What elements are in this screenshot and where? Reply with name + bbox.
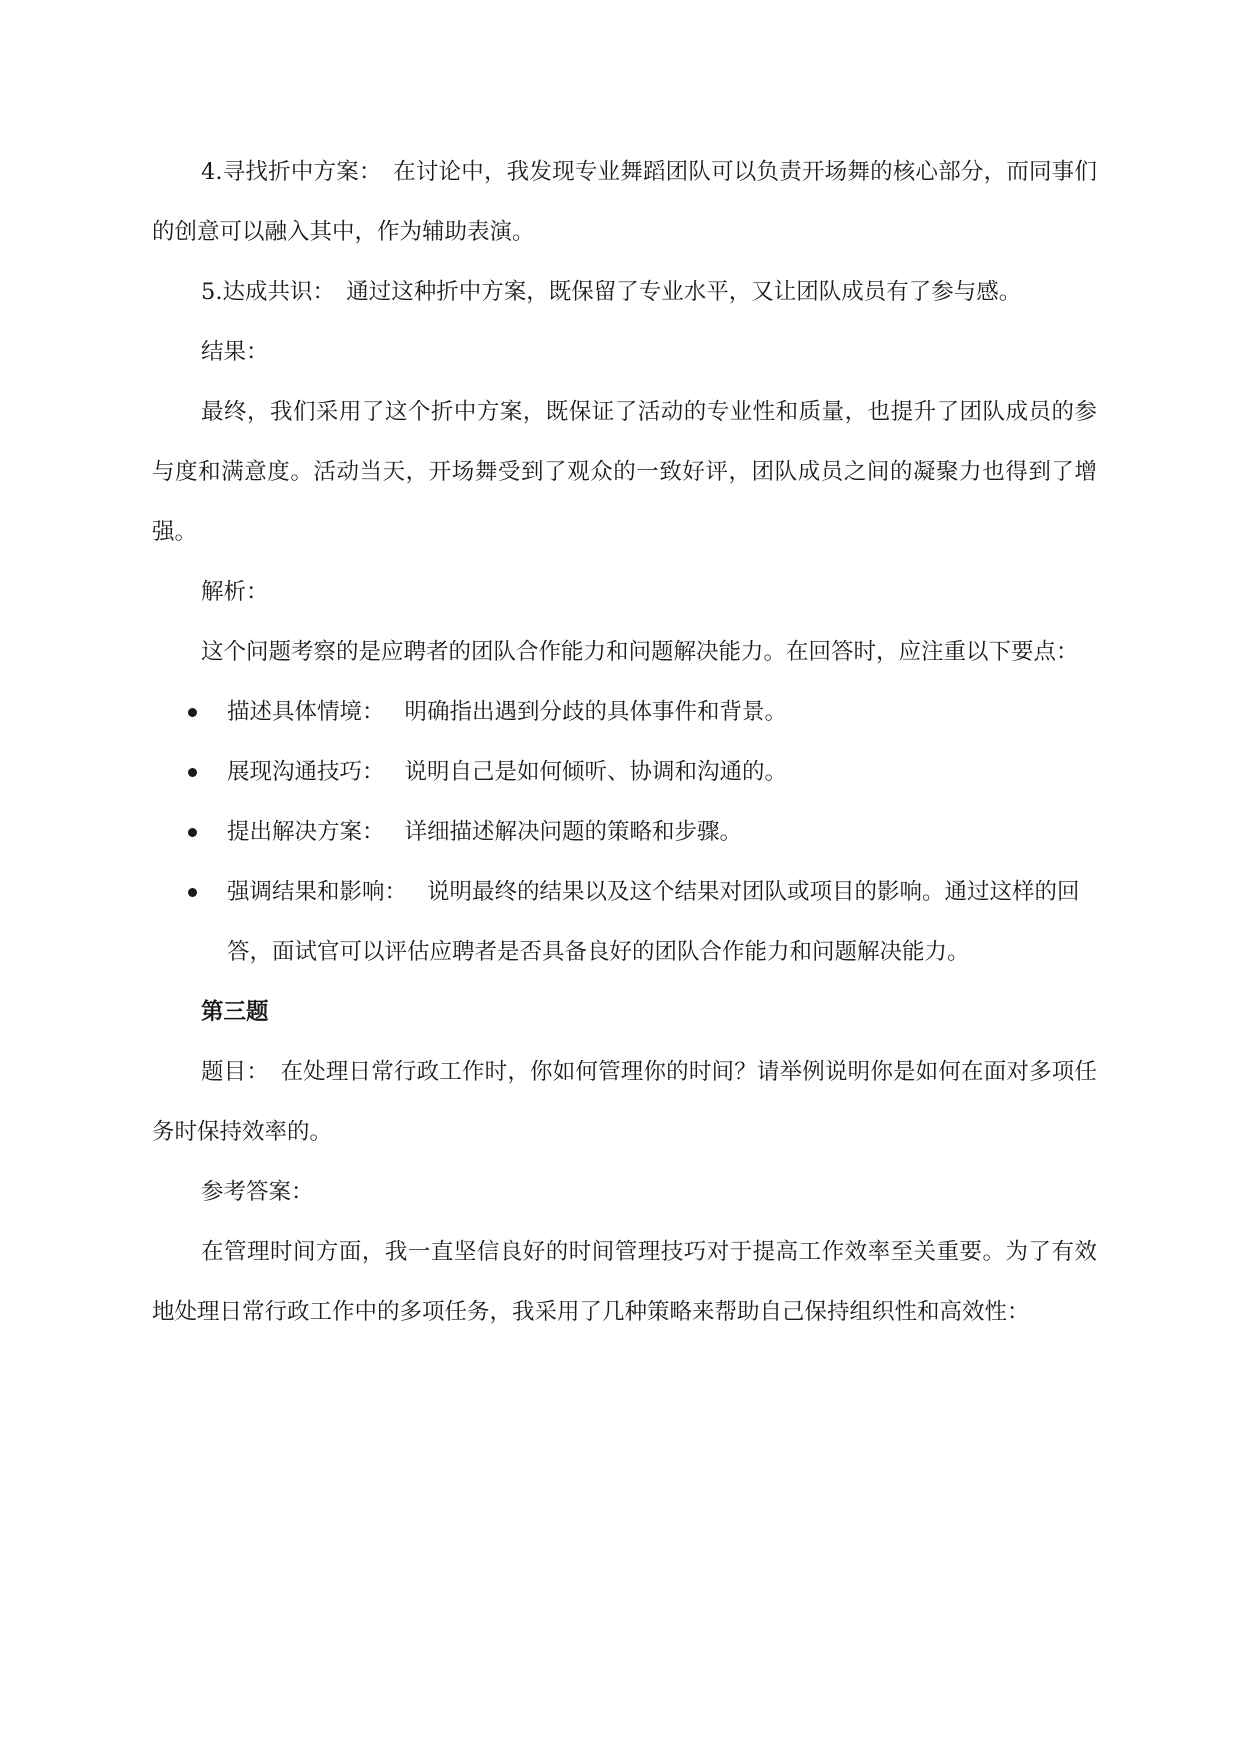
reference-answer-label: 参考答案： [201, 1179, 314, 1205]
bullet-icon [188, 888, 197, 897]
result-label: 结果： [201, 339, 269, 365]
key-points-list [152, 682, 1097, 982]
bullet-text: 说明自己是如何倾听、协调和沟通的。 [404, 759, 788, 785]
paragraph-step-5: 5.达成共识： 通过这种折中方案，既保留了专业水平，又让团队成员有了参与感。 [201, 279, 1022, 305]
bullet-label: 展现沟通技巧： [227, 759, 385, 785]
paragraph-step-4: 4.寻找折中方案： 在讨论中，我发现专业舞蹈团队可以负责开场舞的核心部分，而同事们的创意可以融入其中，作为辅助表演。 [152, 159, 1097, 245]
paragraph-answer: 在管理时间方面，我一直坚信良好的时间管理技巧对于提高工作效率至关重要。为了有效地处理日常行政工作中的多项任务，我采用了几种策略来帮助自己保持组织性和高效性： [152, 1239, 1097, 1325]
document-page [152, 142, 1097, 1342]
bullet-text: 详细描述解决问题的策略和步骤。 [404, 819, 743, 845]
bullet-label: 强调结果和影响： [227, 879, 408, 905]
paragraph-result: 最终，我们采用了这个折中方案，既保证了活动的专业性和质量，也提升了团队成员的参与度和满意度。活动当天，开场舞受到了观众的一致好评，团队成员之间的凝聚力也得到了增强。 [152, 399, 1097, 545]
bullet-label: 提出解决方案： [227, 819, 385, 845]
bullet-text: 说明最终的结果以及这个结果对团队或项目的影响。通过这样的回答，面试官可以评估应聘者是否具备良好的团队合作能力和问题解决能力。 [227, 879, 1080, 965]
bullet-label: 描述具体情境： [227, 699, 385, 725]
paragraph-analysis: 这个问题考察的是应聘者的团队合作能力和问题解决能力。在回答时，应注重以下要点： [201, 639, 1079, 665]
bullet-icon [188, 708, 197, 717]
bullet-text: 明确指出遇到分歧的具体事件和背景。 [404, 699, 788, 725]
section-heading: 第三题 [201, 999, 269, 1025]
list-item [152, 802, 1097, 862]
paragraph-question: 题目： 在处理日常行政工作时，你如何管理你的时间？请举例说明你是如何在面对多项任务时保持效率的。 [152, 1059, 1097, 1145]
bullet-icon [188, 828, 197, 837]
list-item [152, 862, 1097, 982]
list-item [152, 682, 1097, 742]
list-item [152, 742, 1097, 802]
bullet-icon [188, 768, 197, 777]
analysis-label: 解析： [201, 579, 269, 605]
